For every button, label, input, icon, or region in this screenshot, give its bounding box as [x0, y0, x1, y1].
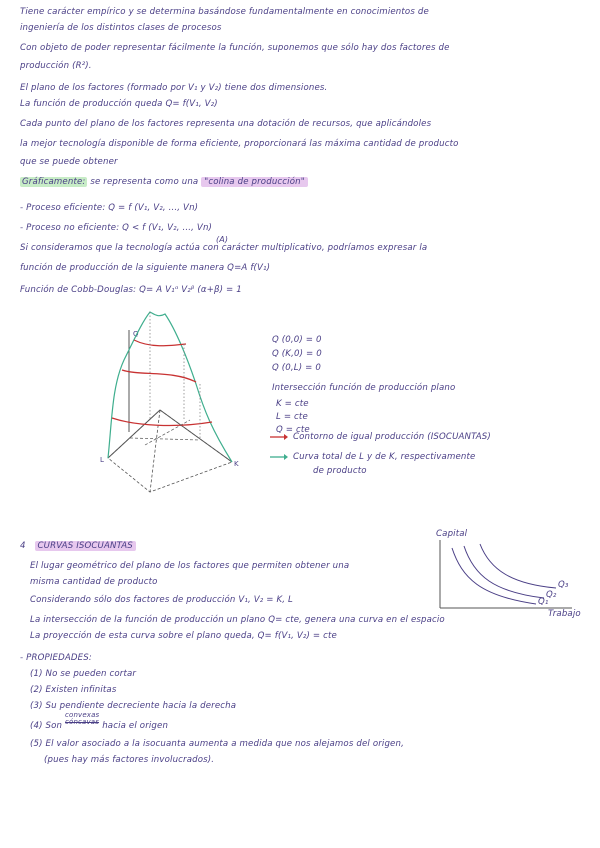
iso-y-label: Capital [436, 529, 468, 539]
intro-line-6: La función de producción queda Q= f(V₁, V₂) [20, 99, 218, 109]
grafica-term: "colina de producción" [201, 177, 308, 187]
tec-line-1: Si consideramos que la tecnología actúa con carácter multiplicativo, podríamos expresar la [20, 243, 428, 253]
propiedad-2: (2) Existen infinitas [30, 685, 117, 695]
intro-line-7: Cada punto del plano de los factores representa una dotación de recursos, que aplicándoles [20, 119, 432, 129]
propiedad-4-lead: (4) Son [30, 721, 63, 731]
propiedades-heading: - PROPIEDADES: [20, 653, 92, 663]
curvas-line-3: Considerando sólo dos factores de producción V₁, V₂ = K, L [30, 595, 293, 605]
propiedad-4-tail: hacia el origen [102, 721, 169, 731]
proceso-eficiente: - Proceso eficiente: Q = f (V₁, V₂, ..., Vn) [20, 203, 199, 213]
intro-line-8: la mejor tecnología disponible de forma eficiente, proporcionará las máxima cantidad de producto [20, 139, 459, 149]
grafica-mid: se representa como una [87, 177, 202, 187]
iso-curve-label-3: Q₃ [558, 580, 569, 590]
iso-curve-label-2: Q₂ [546, 590, 557, 600]
diagram-l-cte: L = cte [276, 412, 308, 422]
curvas-line-4: La intersección de la función de producción un plano Q= cte, genera una curva en el espacio [30, 615, 445, 625]
propiedad-4-concavas: cóncavas [65, 718, 100, 726]
intro-line-1: Tiene carácter empírico y se determina basándose fundamentalmente en conocimientos de [20, 7, 429, 17]
propiedad-5-note: (pues hay más factores involucrados). [44, 755, 215, 765]
intro-line-4: producción (R²). [20, 61, 92, 71]
diagram-note-3: Q (0,L) = 0 [272, 363, 321, 373]
proceso-no-eficiente: - Proceso no eficiente: Q < f (V₁, V₂, ..., Vn) [20, 223, 213, 233]
intro-line-5: El plano de los factores (formado por V₁ y V₂) tiene dos dimensiones. [20, 83, 328, 93]
curvas-line-1: El lugar geométrico del plano de los factores que permiten obtener una [30, 561, 350, 571]
q-axis-label: Q [133, 330, 139, 338]
legend-red-text: Contorno de igual producción (ISOCUANTAS) [293, 432, 491, 442]
diagram-k-cte: K = cte [276, 399, 309, 409]
l-axis-label: L [100, 456, 104, 464]
curvas-title: CURVAS ISOCUANTAS [35, 541, 136, 551]
diagram-q-cte: Q = cte [276, 425, 310, 435]
tec-line-2: función de producción de la siguiente manera Q=A f(V₁) [20, 263, 271, 273]
intro-line-2: ingeniería de los distintos clases de procesos [20, 23, 222, 33]
curvas-number: 4 [20, 541, 26, 551]
diagram-intersection: Intersección función de producción plano [272, 383, 456, 393]
propiedad-4-convexas: convexas [65, 711, 100, 719]
isoquant-curve-1 [452, 548, 536, 604]
intro-line-9: que se puede obtener [20, 157, 118, 167]
propiedad-3: (3) Su pendiente decreciente hacia la derecha [30, 701, 237, 711]
curvas-line-5: La proyección de esta curva sobre el plano queda, Q= f(V₁, V₂) = cte [30, 631, 337, 641]
tec-subscript: (A) [216, 235, 229, 244]
diagram-note-1: Q (0,0) = 0 [272, 335, 322, 345]
propiedad-1: (1) No se pueden cortar [30, 669, 137, 679]
legend-cyan-text-2: de producto [313, 466, 367, 476]
k-axis-label: K [234, 460, 239, 468]
iso-x-label: Trabajo [548, 609, 581, 619]
propiedad-5: (5) El valor asociado a la isocuanta aumenta a medida que nos alejamos del origen, [30, 739, 404, 749]
curvas-line-2: misma cantidad de producto [30, 577, 158, 587]
iso-curve-label-1: Q₁ [538, 597, 549, 607]
isoquant-curve-3 [480, 544, 556, 588]
isoquant-curve-2 [464, 546, 544, 598]
legend-cyan-text-1: Curva total de L y de K, respectivamente [293, 452, 476, 462]
grafica-lead: Gráficamente: [22, 177, 86, 187]
intro-line-3: Con objeto de poder representar fácilmente la función, suponemos que sólo hay dos factores de [20, 43, 450, 53]
cobb-douglas: Función de Cobb-Douglas: Q= A V₁ᵅ V₂ᵝ (α+β) = 1 [20, 285, 242, 295]
diagram-note-2: Q (K,0) = 0 [272, 349, 322, 359]
